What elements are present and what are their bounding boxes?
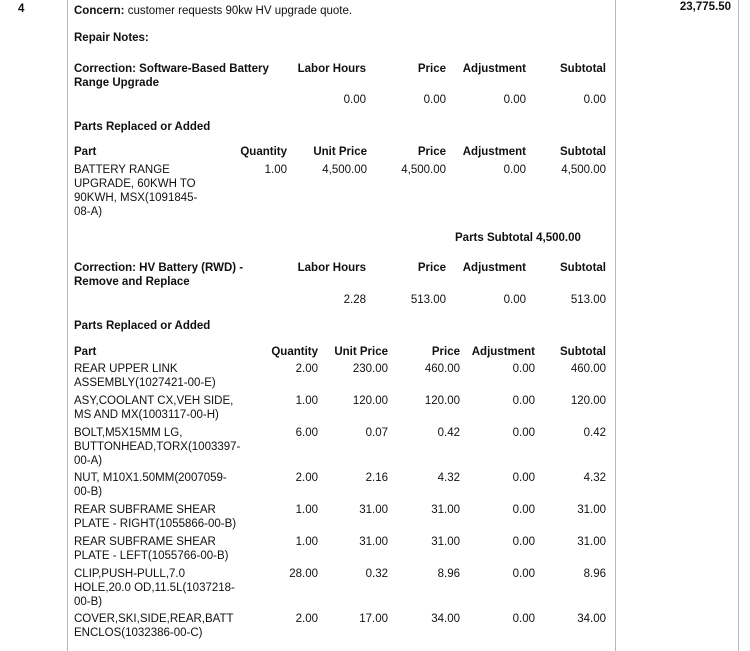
part-name-line: 00-B): [74, 596, 103, 608]
part-name: [74, 535, 228, 563]
part-name-line: BUTTONHEAD,TORX(1003397-: [74, 441, 241, 453]
part-subtotal: 460.00: [570, 363, 606, 375]
part-subtotal: 31.00: [577, 536, 606, 548]
section2-parts-header-subtotal: Subtotal: [560, 346, 606, 358]
part-unit-price: 31.00: [359, 536, 388, 548]
part-unit-price: 2.16: [365, 472, 388, 484]
part-adjustment: 0.00: [512, 536, 535, 548]
section2-parts-header-price: Price: [431, 346, 460, 358]
part-subtotal: 8.96: [583, 568, 606, 580]
section1-header-labor: Labor Hours: [297, 63, 366, 75]
section1-parts-header-part: Part: [74, 146, 97, 158]
part-unit-price: 31.00: [359, 504, 388, 516]
section2-parts-label: Parts Replaced or Added: [74, 320, 211, 332]
table-row: [74, 471, 606, 499]
part-name-line: BOLT,M5X15MM LG,: [74, 427, 183, 439]
line-number: 4: [18, 3, 25, 15]
part-name: [74, 471, 227, 499]
part-unit-price: 230.00: [352, 363, 388, 375]
part-name: [74, 567, 235, 609]
part-price: 0.42: [437, 427, 460, 439]
section1-header-subtotal: Subtotal: [560, 63, 606, 75]
part-unit-price: 0.07: [365, 427, 388, 439]
part-quantity: 2.00: [295, 472, 318, 484]
concern-text: customer requests 90kw HV upgrade quote.: [127, 5, 353, 17]
part-subtotal: 120.00: [570, 395, 606, 407]
part-price: 4.32: [437, 472, 460, 484]
section2-header-price: Price: [417, 262, 446, 274]
part-price: 31.00: [431, 536, 460, 548]
table-row: [74, 567, 606, 609]
section1-parts-header-quantity: Quantity: [240, 146, 287, 158]
section2-header-labor: Labor Hours: [297, 262, 366, 274]
section1-parts-subtotal: Parts Subtotal 4,500.00: [455, 232, 581, 244]
left-column-divider: [67, 0, 68, 651]
table-row: [74, 612, 606, 640]
section1-parts-header-subtotal: Subtotal: [560, 146, 606, 158]
part-unit-price: 17.00: [359, 613, 388, 625]
section1-title-line1: Correction: Software-Based Battery: [74, 63, 269, 75]
part-quantity: 1.00: [295, 536, 318, 548]
part-name: [74, 394, 233, 422]
section1-parts-header-unit-price: Unit Price: [313, 146, 367, 158]
section1-price-value: 0.00: [423, 94, 446, 106]
section2-parts-header-quantity: Quantity: [271, 346, 318, 358]
section2-title-line1: Correction: HV Battery (RWD) -: [74, 262, 244, 274]
part-name-line: HOLE,20.0 OD,11.5L(1037218-: [74, 582, 235, 594]
part-quantity: 28.00: [289, 568, 318, 580]
table-row: [74, 394, 606, 422]
part-name-line: 00-B): [74, 486, 103, 498]
part-unit-price: 120.00: [352, 395, 388, 407]
concern-label: Concern:: [74, 5, 125, 17]
section2-parts-header-adjustment: Adjustment: [471, 346, 535, 358]
part-name-line: REAR SUBFRAME SHEAR: [74, 536, 216, 548]
section2-title-line2: Remove and Replace: [74, 276, 190, 288]
part-unit-price: 0.32: [365, 568, 388, 580]
part-price: 8.96: [437, 568, 460, 580]
section2-parts-header-part: Part: [74, 346, 97, 358]
part-name-line: 08-A): [74, 206, 103, 218]
part-quantity: 1.00: [264, 164, 287, 176]
section1-parts-header-adjustment: Adjustment: [462, 146, 526, 158]
part-subtotal: 34.00: [577, 613, 606, 625]
part-adjustment: 0.00: [512, 568, 535, 580]
part-subtotal: 4,500.00: [561, 164, 606, 176]
section1-header-price: Price: [417, 63, 446, 75]
part-name-line: NUT, M10X1.50MM(2007059-: [74, 472, 227, 484]
part-name: [74, 426, 240, 468]
part-subtotal: 4.32: [583, 472, 606, 484]
part-name-line: PLATE - LEFT(1055766-00-B): [74, 550, 229, 562]
part-adjustment: 0.00: [512, 613, 535, 625]
part-adjustment: 0.00: [512, 427, 535, 439]
line-total: 23,775.50: [679, 1, 731, 13]
table-row: [74, 163, 606, 221]
part-name-line: MS AND MX(1003117-00-H): [74, 409, 219, 421]
section1-title-line2: Range Upgrade: [74, 77, 159, 89]
table-row: [74, 535, 606, 563]
section2-adjustment-value: 0.00: [503, 294, 526, 306]
part-name-line: REAR UPPER LINK: [74, 363, 178, 375]
part-quantity: 2.00: [295, 363, 318, 375]
part-name-line: 90KWH, MSX(1091845-: [74, 192, 198, 204]
table-row: [74, 362, 606, 390]
part-subtotal: 31.00: [577, 504, 606, 516]
part-name-line: PLATE - RIGHT(1055866-00-B): [74, 518, 237, 530]
part-name-line: ASY,COOLANT CX,VEH SIDE,: [74, 395, 234, 407]
section1-header-adjustment: Adjustment: [462, 63, 526, 75]
part-name-line: ASSEMBLY(1027421-00-E): [74, 377, 216, 389]
part-name: [74, 503, 236, 531]
section1-subtotal-value: 0.00: [583, 94, 606, 106]
part-subtotal: 0.42: [583, 427, 606, 439]
part-quantity: 2.00: [295, 613, 318, 625]
part-name: [74, 612, 234, 640]
table-row: [74, 426, 606, 468]
part-adjustment: 0.00: [512, 395, 535, 407]
part-price: 34.00: [431, 613, 460, 625]
part-name-line: 00-A): [74, 455, 103, 467]
right-edge-line: [738, 0, 739, 651]
part-name-line: ENCLOS(1032386-00-C): [74, 627, 203, 639]
section1-title: [74, 62, 269, 90]
section2-parts-header-unit-price: Unit Price: [334, 346, 388, 358]
part-adjustment: 0.00: [512, 363, 535, 375]
part-quantity: 1.00: [295, 504, 318, 516]
part-unit-price: 4,500.00: [322, 164, 367, 176]
right-column-divider: [615, 0, 616, 651]
part-adjustment: 0.00: [512, 472, 535, 484]
section1-adjustment-value: 0.00: [503, 94, 526, 106]
part-adjustment: 0.00: [512, 504, 535, 516]
section2-header-adjustment: Adjustment: [462, 262, 526, 274]
section2-header-subtotal: Subtotal: [560, 262, 606, 274]
section2-price-value: 513.00: [410, 294, 446, 306]
part-name: [74, 163, 197, 219]
part-price: 120.00: [424, 395, 460, 407]
part-quantity: 1.00: [295, 395, 318, 407]
section1-labor-value: 0.00: [343, 94, 366, 106]
table-row: [74, 503, 606, 531]
part-price: 31.00: [431, 504, 460, 516]
repair-notes-label: Repair Notes:: [74, 32, 149, 44]
part-name-line: UPGRADE, 60KWH TO: [74, 178, 196, 190]
section1-parts-header-price: Price: [417, 146, 446, 158]
concern-line: [74, 4, 352, 18]
part-price: 4,500.00: [401, 164, 446, 176]
part-name: [74, 362, 216, 390]
part-price: 460.00: [424, 363, 460, 375]
part-name-line: REAR SUBFRAME SHEAR: [74, 504, 216, 516]
part-name-line: BATTERY RANGE: [74, 164, 170, 176]
part-quantity: 6.00: [295, 427, 318, 439]
section2-title: [74, 261, 243, 289]
part-name-line: CLIP,PUSH-PULL,7.0: [74, 568, 186, 580]
part-name-line: COVER,SKI,SIDE,REAR,BATT: [74, 613, 234, 625]
section1-parts-label: Parts Replaced or Added: [74, 121, 211, 133]
section2-labor-value: 2.28: [343, 294, 366, 306]
part-adjustment: 0.00: [503, 164, 526, 176]
section2-subtotal-value: 513.00: [570, 294, 606, 306]
